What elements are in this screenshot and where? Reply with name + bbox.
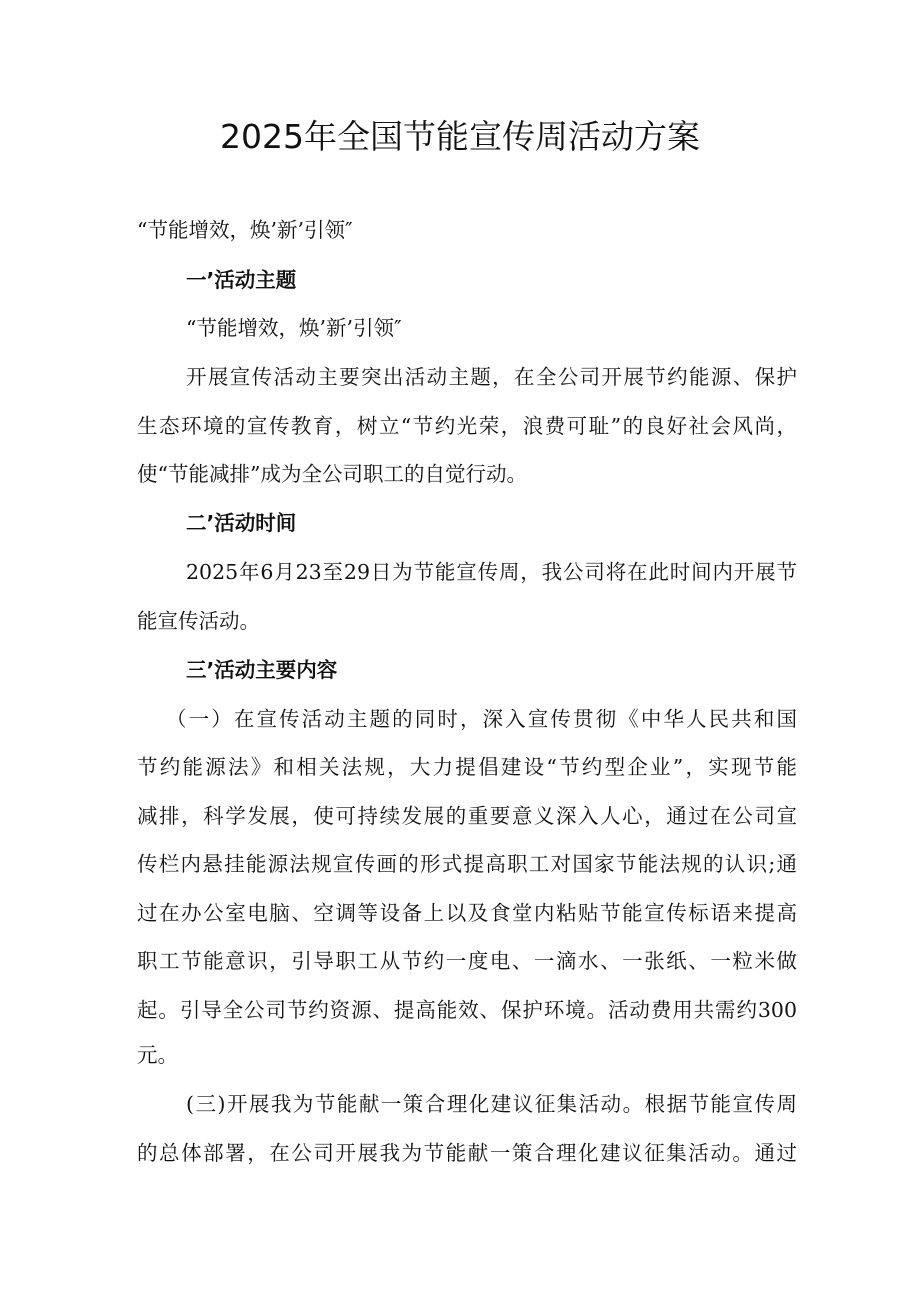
- section-heading-time: 二’活动时间: [186, 511, 297, 535]
- paragraph-line: 过在办公室电脑、空调等设备上以及食堂内粘贴节能宣传标语来提高: [137, 901, 797, 925]
- slogan-line: “节能增效，焕’新’引领″: [137, 218, 353, 242]
- paragraph-line: 生态环境的宣传教育，树立“节约光荣，浪费可耻”的良好社会风尚，: [137, 414, 797, 438]
- paragraph-line: 开展宣传活动主要突出活动主题，在全公司开展节约能源、保护: [186, 365, 797, 389]
- paragraph-line: 能宣传活动。: [137, 609, 260, 633]
- paragraph-line: 2025年6月23至29日为节能宣传周，我公司将在此时间内开展节: [186, 560, 797, 584]
- paragraph-line: 职工节能意识，引导职工从节约一度电、一滴水、一张纸、一粒米做: [137, 949, 797, 973]
- theme-slogan-line: “节能增效，焕’新’引领″: [186, 316, 402, 340]
- paragraph-line: 的总体部署，在公司开展我为节能献一策合理化建议征集活动。通过: [137, 1141, 797, 1165]
- paragraph-line: (三)开展我为节能献一策合理化建议征集活动。根据节能宣传周: [186, 1092, 797, 1116]
- paragraph-line: 减排，科学发展，使可持续发展的重要意义深入人心，通过在公司宣: [137, 804, 797, 828]
- paragraph-line: 起。引导全公司节约资源、提高能效、保护环境。活动费用共需约300: [137, 998, 797, 1022]
- paragraph-line: 使“节能减排”成为全公司职工的自觉行动。: [137, 462, 527, 486]
- paragraph-line: 节约能源法》和相关法规，大力提倡建设“节约型企业”，实现节能: [137, 755, 797, 779]
- document-title: 2025年全国节能宣传周活动方案: [220, 117, 700, 156]
- section-heading-content: 三’活动主要内容: [186, 658, 338, 682]
- paragraph-line: 元。: [137, 1043, 178, 1067]
- paragraph-line: （一）在宣传活动主题的同时，深入宣传贯彻《中华人民共和国: [166, 707, 797, 731]
- section-heading-theme: 一’活动主题: [186, 268, 297, 292]
- paragraph-line: 传栏内悬挂能源法规宣传画的形式提高职工对国家节能法规的认识;通: [137, 852, 797, 876]
